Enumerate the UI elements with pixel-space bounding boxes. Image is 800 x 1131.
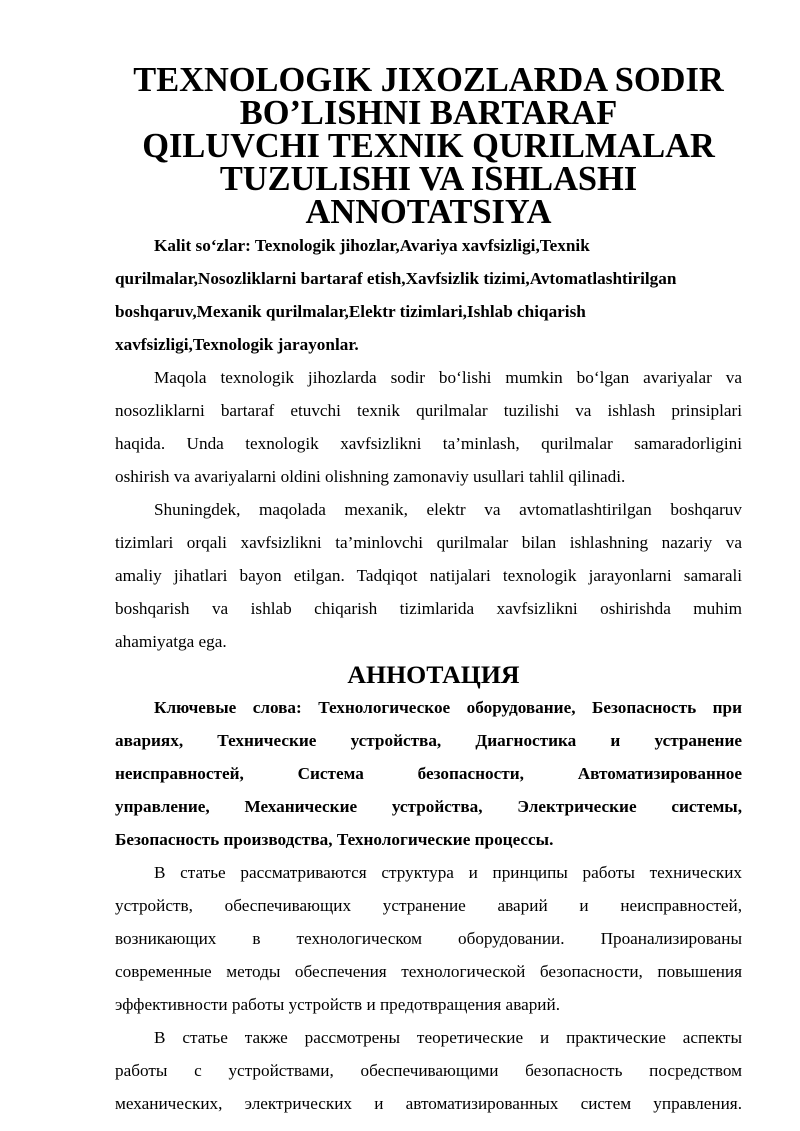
title-line-2: QILUVCHI TEXNIK QURILMALAR TUZULISHI VA ISHLASHI bbox=[142, 127, 715, 198]
annotation-heading-ru: АННОТАЦИЯ bbox=[347, 660, 520, 689]
title-line-1: TEXNOLOGIK JIXOZLARDA SODIR BO’LISHNI BARTARAF bbox=[133, 61, 724, 132]
document-title bbox=[115, 61, 742, 231]
abstract-uz-paragraph-2: Shuningdek, maqolada mexanik, elektr va avtomatlashtirilgan boshqaruv tizimlari orqali xavfsizlikni ta’minlovchi qurilmalar bilan ishlashning nazariy va amaliy jihatlari bayon etilgan. Tadqiqot natijalari texnologik jarayonlarni samarali boshqarish va ishlab chiqarish tizimlarida xavfsizlikni oshirishda muhim ahamiyatga ega. bbox=[115, 500, 742, 651]
abstract-uz-paragraph-1: Maqola texnologik jihozlarda sodir bo‘lishi mumkin bo‘lgan avariyalar va nosozliklarni bartaraf etuvchi texnik qurilmalar tuzilishi va ishlash prinsiplari haqida. Unda texnologik xavfsizlikni ta’minlash, qurilmalar samaradorligini oshirish va avariyalarni oldini olishning zamonaviy usullari tahlil qilinadi. bbox=[115, 368, 742, 486]
keywords-ru: Ключевые слова: Технологическое оборудование, Безопасность при авариях, Технические устройства, Диагностика и устранение неисправностей, Система безопасности, Автоматизированное управление, Механические устройства, Электрические системы, Безопасность производства, Технологические процессы. bbox=[115, 698, 742, 849]
keywords-uz: Kalit so‘zlar: Texnologik jihozlar,Avariya xavfsizligi,Texnik qurilmalar,Nosozliklarni bartaraf etish,Xavfsizlik tizimi,Avtomatlashtirilgan boshqaruv,Mexanik qurilmalar,Elektr tizimlari,Ishlab chiqarish xavfsizligi,Texnologik jarayonlar. bbox=[115, 236, 677, 354]
abstract-ru-paragraph-2: В статье также рассмотрены теоретические и практические аспекты работы с устройствами, обеспечивающими безопасность посредством механических, электрических и автоматизированных систем управления. bbox=[115, 1028, 742, 1113]
abstract-ru-paragraph-1: В статье рассматриваются структура и принципы работы технических устройств, обеспечивающих устранение аварий и неисправностей, возникающих в технологическом оборудовании. Проанализированы современные методы обеспечения технологической безопасности, повышения эффективности работы устройств и предотвращения аварий. bbox=[115, 863, 742, 1014]
document-page bbox=[115, 61, 742, 1120]
annotation-heading-uz: ANNOTATSIYA bbox=[305, 193, 552, 231]
